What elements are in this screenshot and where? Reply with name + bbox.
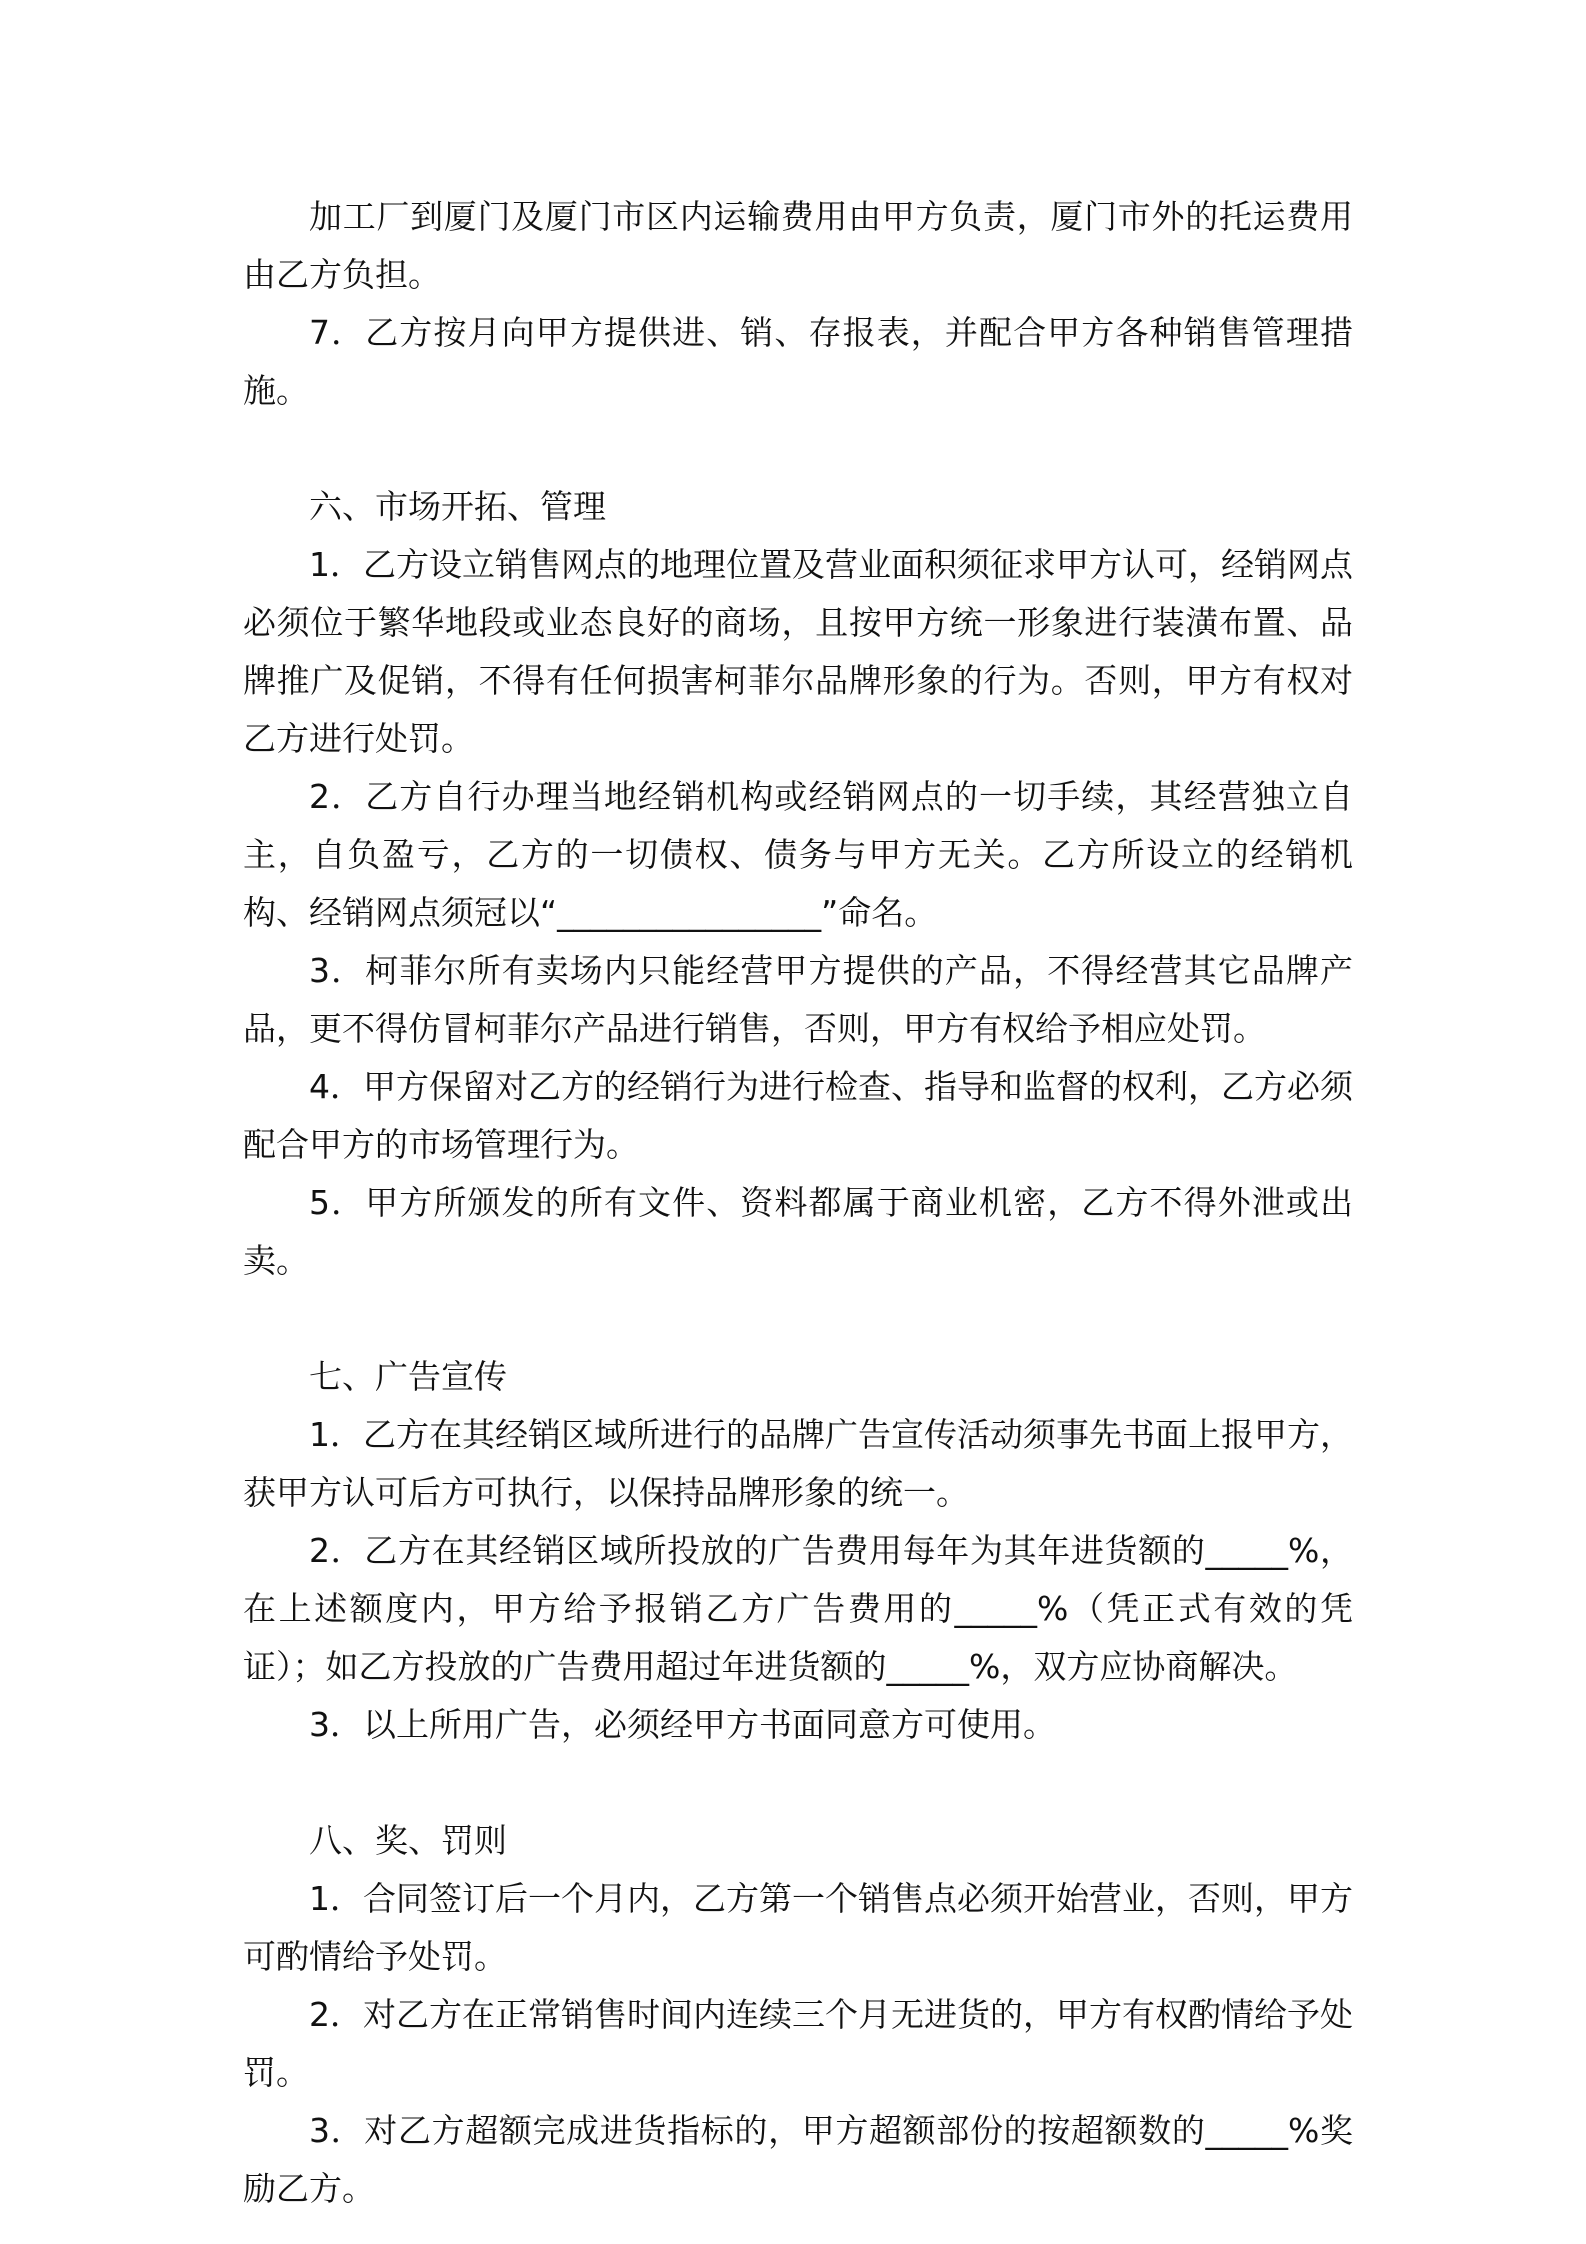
section-heading-8: 八、奖、罚则: [309, 1821, 507, 1860]
paragraph-clause-5-7: 7．乙方按月向甲方提供进、销、存报表，并配合甲方各种销售管理措施。: [243, 313, 1353, 410]
section-heading-6: 六、市场开拓、管理: [309, 487, 606, 526]
paragraph-clause-8-1: 1．合同签订后一个月内，乙方第一个销售点必须开始营业，否则，甲方可酌情给予处罚。: [243, 1879, 1353, 1976]
paragraph-clause-7-2: 2．乙方在其经销区域所投放的广告费用每年为其年进货额的_____%，在上述额度内，甲方给予报销乙方广告费用的_____%（凭正式有效的凭证）；如乙方投放的广告费用超过年进货额的_____%，双方应协商解决。: [243, 1531, 1353, 1686]
paragraph-clause-7-1: 1．乙方在其经销区域所进行的品牌广告宣传活动须事先书面上报甲方，获甲方认可后方可执行，以保持品牌形象的统一。: [243, 1415, 1353, 1512]
document-page: [243, 188, 1353, 2218]
paragraph-clause-8-2: 2．对乙方在正常销售时间内连续三个月无进货的，甲方有权酌情给予处罚。: [243, 1995, 1353, 2092]
paragraph-transport-cost: 加工厂到厦门及厦门市区内运输费用由甲方负责，厦门市外的托运费用由乙方负担。: [243, 197, 1353, 294]
paragraph-clause-6-4: 4．甲方保留对乙方的经销行为进行检查、指导和监督的权利，乙方必须配合甲方的市场管理行为。: [243, 1067, 1353, 1164]
paragraph-clause-6-3: 3．柯菲尔所有卖场内只能经营甲方提供的产品，不得经营其它品牌产品，更不得仿冒柯菲尔产品进行销售，否则，甲方有权给予相应处罚。: [243, 951, 1353, 1048]
section-heading-7: 七、广告宣传: [309, 1357, 507, 1396]
paragraph-clause-6-2: 2．乙方自行办理当地经销机构或经销网点的一切手续，其经营独立自主，自负盈亏，乙方的一切债权、债务与甲方无关。乙方所设立的经销机构、经销网点须冠以“________________”命名。: [243, 777, 1353, 932]
paragraph-clause-6-5: 5．甲方所颁发的所有文件、资料都属于商业机密，乙方不得外泄或出卖。: [243, 1183, 1353, 1280]
paragraph-clause-7-3: 3．以上所用广告，必须经甲方书面同意方可使用。: [309, 1705, 1056, 1744]
paragraph-clause-8-3: 3．对乙方超额完成进货指标的，甲方超额部份的按超额数的_____%奖励乙方。: [243, 2111, 1353, 2208]
paragraph-clause-6-1: 1．乙方设立销售网点的地理位置及营业面积须征求甲方认可，经销网点必须位于繁华地段或业态良好的商场，且按甲方统一形象进行装潢布置、品牌推广及促销，不得有任何损害柯菲尔品牌形象的行为。否则，甲方有权对乙方进行处罚。: [243, 545, 1353, 758]
